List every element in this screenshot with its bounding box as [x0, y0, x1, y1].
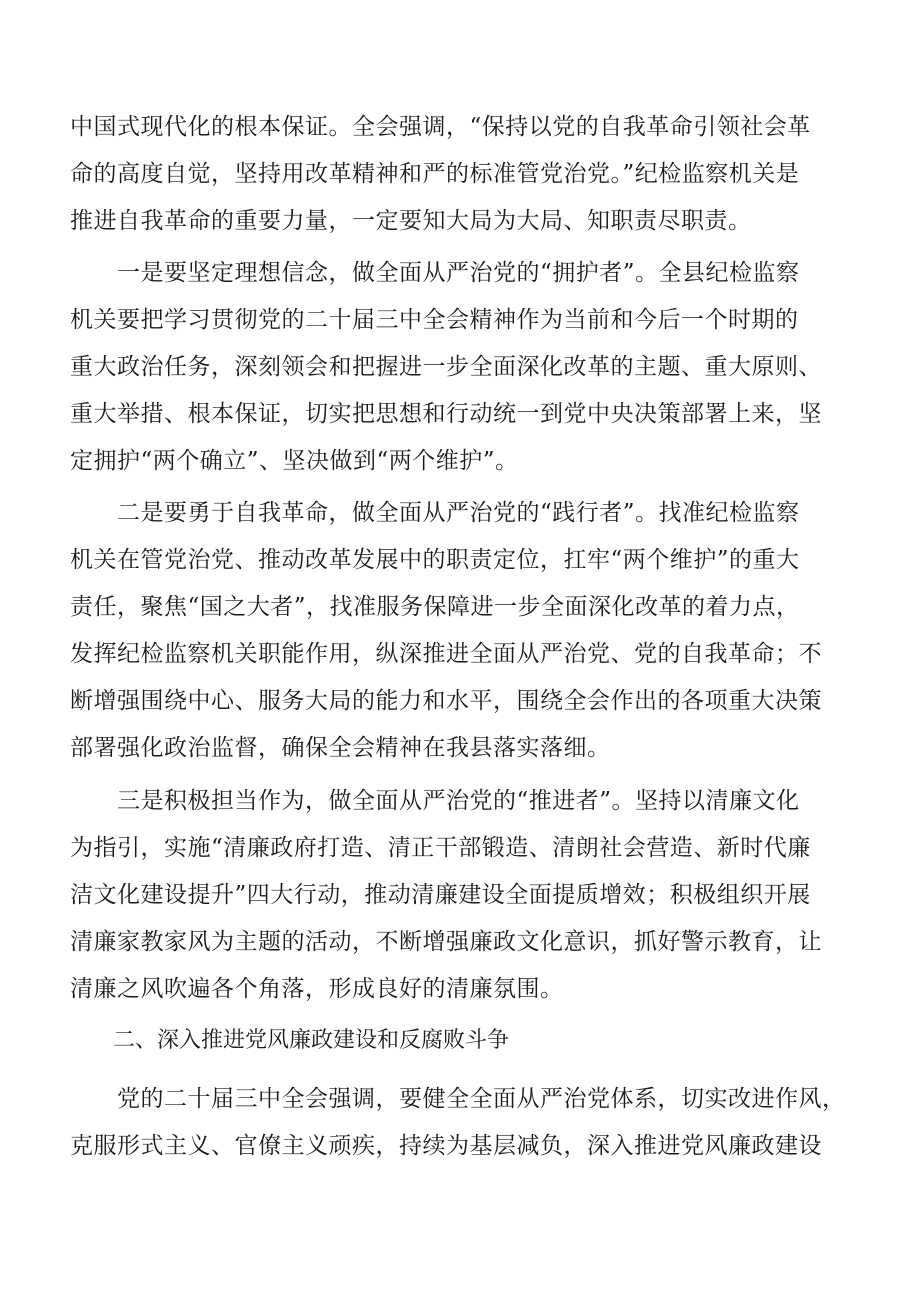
paragraph-line: 重大举措、根本保证，切实把思想和行动统一到党中央决策部署上来，坚 — [70, 401, 822, 427]
paragraph-line: 断增强围绕中心、服务大局的能力和水平，围绕全会作出的各项重大决策 — [70, 688, 822, 714]
paragraph-line: 清廉之风吹遍各个角落，形成良好的清廉氛围。 — [70, 976, 564, 1002]
paragraph-line: 洁文化建设提升”四大行动，推动清廉建设全面提质增效；积极组织开展 — [70, 882, 811, 908]
section-heading: 二、深入推进党风廉政建设和反腐败斗争 — [113, 1028, 510, 1053]
paragraph-line: 党的二十届三中全会强调，要健全全面从严治党体系，切实改进作风， — [70, 1086, 846, 1112]
paragraph-point-three — [70, 778, 852, 1013]
paragraph-line: 三是积极担当作为，做全面从严治党的“推进者”。坚持以清廉文化 — [70, 788, 800, 814]
paragraph-line: 定拥护“两个确立”、坚决做到“两个维护”。 — [70, 448, 519, 474]
paragraph-point-two — [70, 490, 852, 772]
paragraph-point-one — [70, 250, 852, 485]
paragraph-line: 机关在管党治党、推动改革发展中的职责定位，扛牢“两个维护”的重大 — [70, 547, 800, 573]
paragraph-line: 推进自我革命的重要力量，一定要知大局为大局、知职责尽职责。 — [70, 208, 752, 234]
paragraph-line: 中国式现代化的根本保证。全会强调，“保持以党的自我革命引领社会革 — [70, 114, 811, 140]
paragraph-line: 清廉家教家风为主题的活动，不断增强廉政文化意识，抓好警示教育，让 — [70, 929, 822, 955]
paragraph-line: 发挥纪检监察机关职能作用，纵深推进全面从严治党、党的自我革命；不 — [70, 641, 822, 667]
paragraph-section-two-intro — [70, 1076, 852, 1170]
paragraph-line: 克服形式主义、官僚主义顽疾，持续为基层减负，深入推进党风廉政建设 — [70, 1133, 822, 1159]
paragraph-line: 重大政治任务，深刻领会和把握进一步全面深化改革的主题、重大原则、 — [70, 354, 822, 380]
paragraph-line: 为指引，实施“清廉政府打造、清正干部锻造、清朗社会营造、新时代廉 — [70, 835, 811, 861]
paragraph-line: 命的高度自觉，坚持用改革精神和严的标准管党治党。”纪检监察机关是 — [70, 161, 800, 187]
paragraph-line: 机关要把学习贯彻党的二十届三中全会精神作为当前和今后一个时期的 — [70, 307, 799, 333]
paragraph-line: 部署强化政治监督，确保全会精神在我县落实落细。 — [70, 735, 611, 761]
paragraph-line: 一是要坚定理想信念，做全面从严治党的“拥护者”。全县纪检监察 — [70, 260, 800, 286]
paragraph-line: 责任，聚焦“国之大者”，找准服务保障进一步全面深化改革的着力点， — [70, 594, 800, 620]
paragraph-line: 二是要勇于自我革命，做全面从严治党的“践行者”。找准纪检监察 — [70, 500, 800, 526]
paragraph-intro — [70, 104, 852, 245]
